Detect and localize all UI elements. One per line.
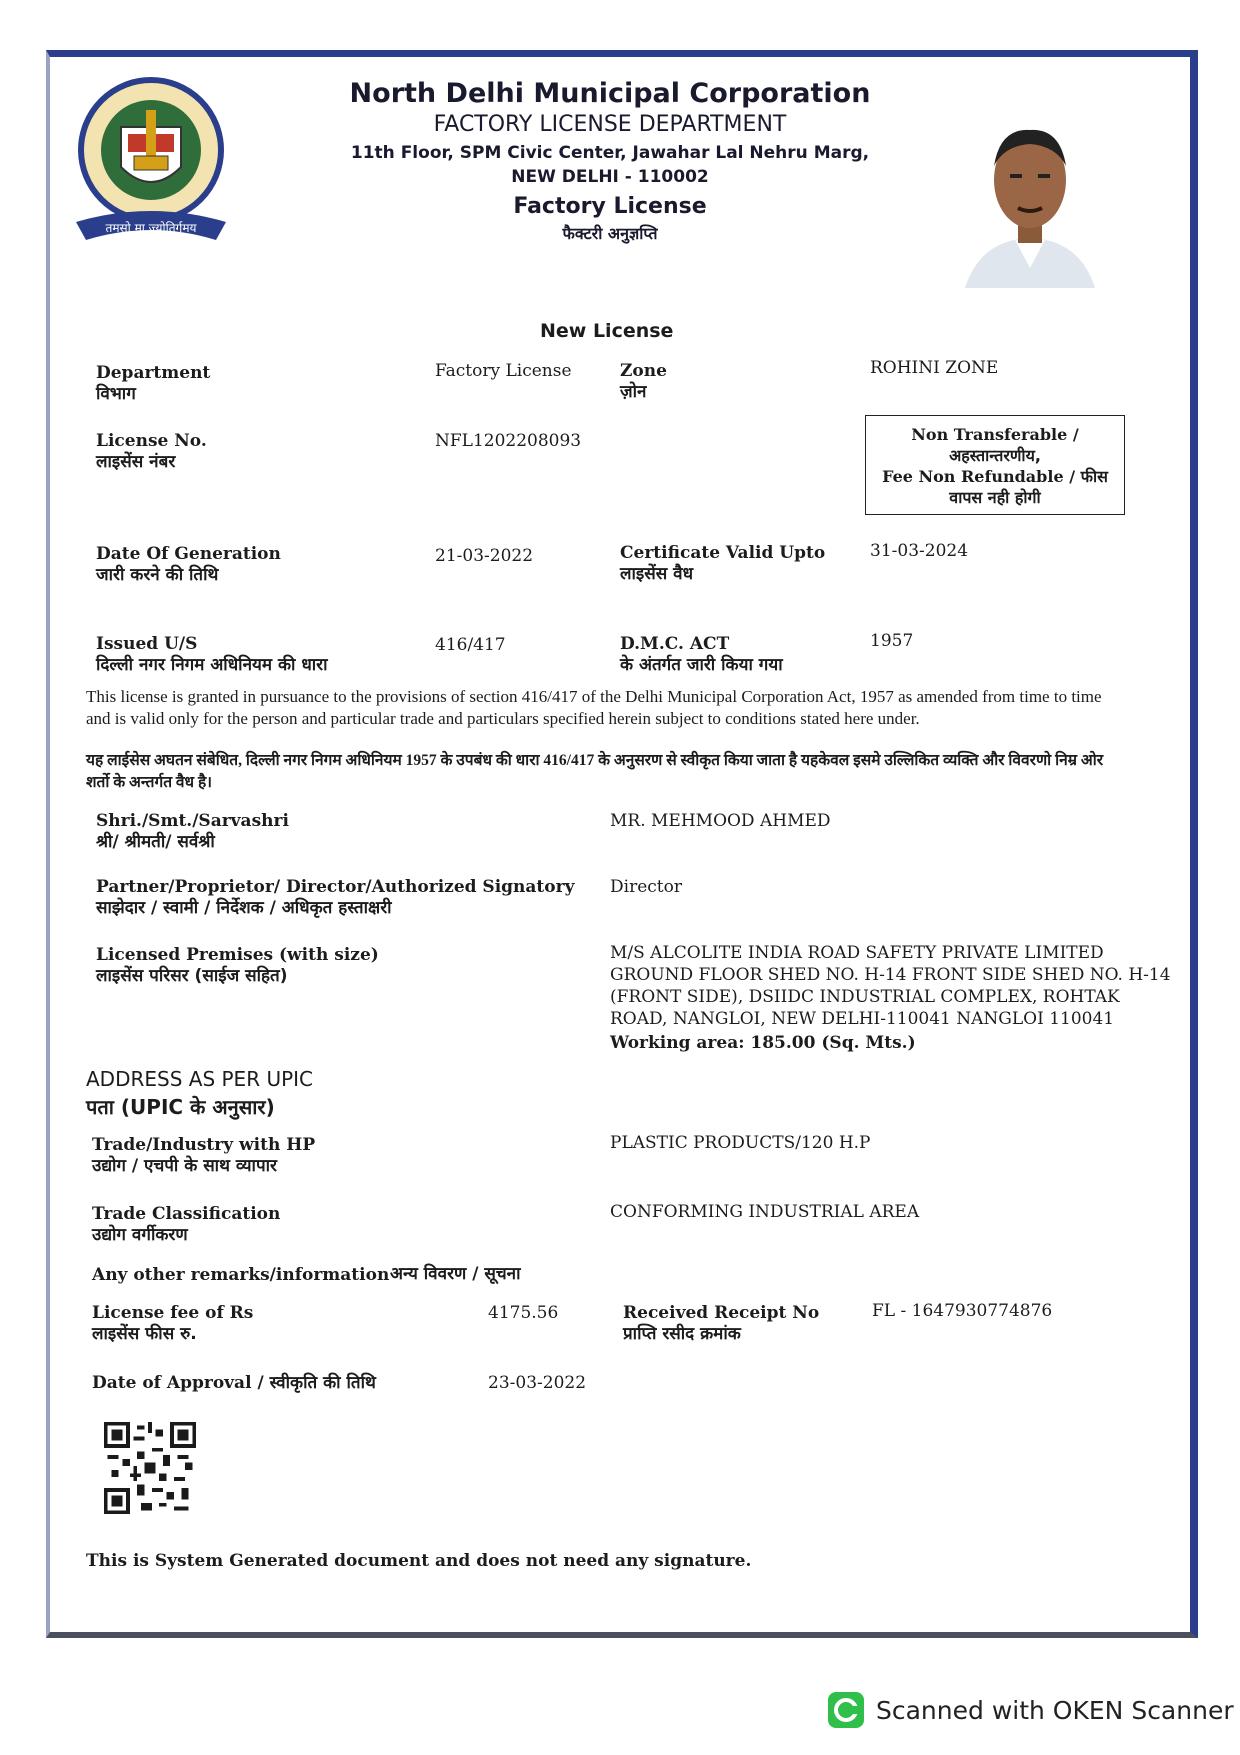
premises-line-2: GROUND FLOOR SHED NO. H-14 FRONT SIDE SHED NO. H-14 (610, 965, 1171, 985)
working-area: Working area: 185.00 (Sq. Mts.) (610, 1033, 916, 1053)
holder-name-value: MR. MEHMOOD AHMED (610, 811, 831, 831)
dmc-act-label: D.M.C. ACT (620, 634, 730, 654)
address-line-2: NEW DELHI - 110002 (511, 167, 709, 187)
doc-title-hindi: फैक्टरी अनुज्ञप्ति (562, 224, 658, 243)
upic-heading: ADDRESS AS PER UPIC (86, 1067, 314, 1091)
fee-label: License fee of Rs (92, 1303, 254, 1323)
issued-us-label: Issued U/S (96, 634, 198, 654)
issued-us-label-hindi: दिल्ली नगर निगम अधिनियम की धारा (96, 655, 328, 675)
premises-line-3: (FRONT SIDE), DSIIDC INDUSTRIAL COMPLEX, ROHTAK (610, 987, 1120, 1007)
department-label-hindi: विभाग (96, 384, 136, 404)
logo-motto: तमसो मा ज्योतिर्गमय (105, 221, 197, 235)
date-generation-label-hindi: जारी करने की तिथि (96, 565, 219, 585)
department-value: Factory License (435, 361, 572, 381)
issued-us-value: 416/417 (435, 635, 506, 655)
zone-value: ROHINI ZONE (870, 358, 999, 378)
remarks-label: Any other remarks/information (92, 1265, 390, 1285)
fee-label-hindi: लाइसेंस फीस रु. (92, 1324, 197, 1344)
remarks-label-hindi: अन्य विवरण / सूचना (390, 1264, 521, 1284)
trade-class-value: CONFORMING INDUSTRIAL AREA (610, 1202, 920, 1222)
premises-label: Licensed Premises (with size) (96, 945, 379, 965)
department-label: Department (96, 363, 211, 383)
upic-heading-hindi: पता (UPIC के अनुसार) (86, 1095, 275, 1119)
license-type: New License (540, 320, 674, 342)
license-terms-english: This license is granted in pursuance to the provisions of section 416/417 of the Delhi Municipal Corporation Act, 1957 as amended from time to time and is valid only for the person and particular trade and particulars specified herein subject to conditions stated here under. (86, 687, 1102, 728)
holder-name-label-hindi: श्री/ श्रीमती/ सर्वश्री (96, 832, 215, 852)
zone-label: Zone (620, 361, 667, 381)
notice-line-1: Non Transferable / (911, 425, 1079, 444)
notice-line-3: Fee Non Refundable / फीस (882, 467, 1108, 486)
approval-value: 23-03-2022 (488, 1373, 587, 1393)
date-generation-label: Date Of Generation (96, 544, 281, 564)
fee-value: 4175.56 (488, 1303, 559, 1323)
org-name: North Delhi Municipal Corporation (349, 78, 871, 109)
notice-line-4: वापस नही होगी (949, 488, 1041, 507)
qr-code (104, 1422, 196, 1514)
trade-class-label: Trade Classification (92, 1204, 281, 1224)
license-terms-hindi: यह लाईसेस अघतन संबेधित, दिल्ली नगर निगम अधिनियम 1957 के उपबंध की धारा 416/417 के अनुसरण से स्वीकृत किया जाता है यहकेवल इसमे उल्लिकित व्यक्ति और विवरणो निम्र ओर शर्तो के अन्तर्गत वैध है। (86, 752, 1104, 791)
scanner-logo-icon (826, 1690, 866, 1730)
ndmc-logo (66, 72, 236, 247)
scanner-text: Scanned with OKEN Scanner (876, 1695, 1234, 1725)
system-generated-note: This is System Generated document and does not need any signature. (86, 1551, 752, 1571)
doc-title: Factory License (513, 194, 707, 219)
role-value: Director (610, 877, 682, 897)
approval-label: Date of Approval / स्वीकृति की तिथि (92, 1373, 376, 1393)
date-generation-value: 21-03-2022 (435, 546, 534, 566)
license-no-label: License No. (96, 431, 207, 451)
premises-line-4: ROAD, NANGLOI, NEW DELHI-110041 NANGLOI 110041 (610, 1009, 1115, 1029)
scanner-watermark (826, 1690, 1234, 1730)
trade-class-label-hindi: उद्योग वर्गीकरण (92, 1225, 188, 1245)
certificate-border (46, 50, 1198, 1638)
holder-name-label: Shri./Smt./Sarvashri (96, 811, 289, 831)
role-label: Partner/Proprietor/ Director/Authorized Signatory (96, 877, 575, 897)
trade-value: PLASTIC PRODUCTS/120 H.P (610, 1133, 871, 1153)
premises-line-1: M/S ALCOLITE INDIA ROAD SAFETY PRIVATE LIMITED (610, 943, 1104, 963)
valid-upto-value: 31-03-2024 (870, 541, 969, 561)
role-label-hindi: साझेदार / स्वामी / निर्देशक / अधिकृत हस्ताक्षरी (96, 898, 392, 918)
notice-line-2: अहस्तान्तरणीय, (949, 446, 1041, 465)
trade-label: Trade/Industry with HP (92, 1135, 316, 1155)
receipt-label-hindi: प्राप्ति रसीद क्रमांक (623, 1324, 741, 1344)
dmc-act-value: 1957 (870, 631, 914, 651)
zone-label-hindi: ज़ोन (620, 382, 647, 402)
dmc-act-label-hindi: के अंतर्गत जारी किया गया (620, 655, 783, 675)
address-line-1: 11th Floor, SPM Civic Center, Jawahar Lal Nehru Marg, (350, 143, 870, 163)
dept-name: FACTORY LICENSE DEPARTMENT (433, 112, 787, 137)
receipt-label: Received Receipt No (623, 1303, 820, 1323)
valid-upto-label: Certificate Valid Upto (620, 543, 826, 563)
trade-label-hindi: उद्योग / एचपी के साथ व्यापार (92, 1156, 277, 1176)
applicant-photo (960, 118, 1100, 288)
license-no-label-hindi: लाइसेंस नंबर (96, 452, 176, 472)
license-no-value: NFL1202208093 (435, 431, 582, 451)
non-transferable-notice (865, 415, 1125, 515)
valid-upto-label-hindi: लाइसेंस वैध (620, 564, 694, 584)
premises-label-hindi: लाइसेंस परिसर (साईज सहित) (96, 966, 288, 986)
receipt-value: FL - 1647930774876 (872, 1301, 1053, 1321)
